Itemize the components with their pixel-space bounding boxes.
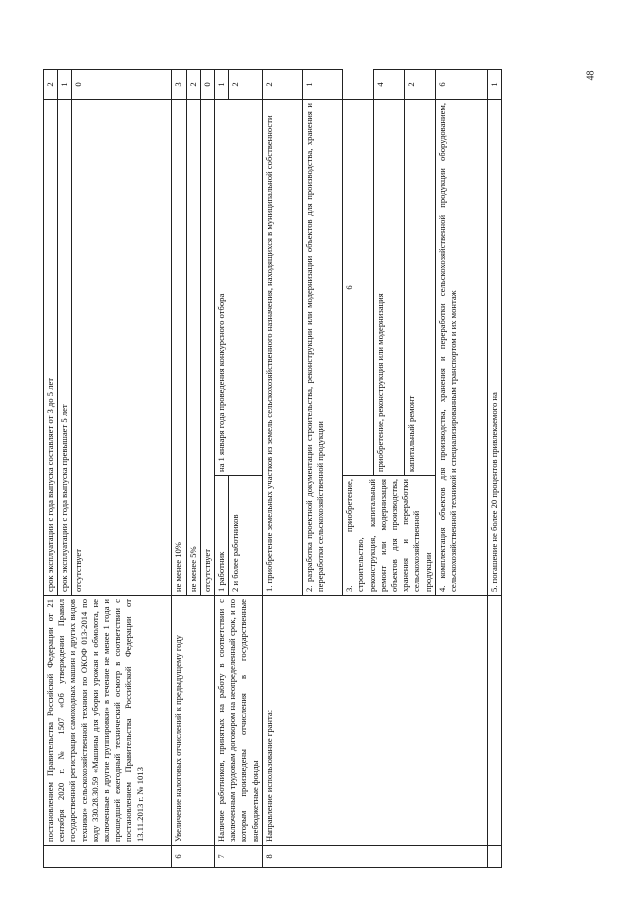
option-text: 4. комплектация объектов для производства, хранения и переработки сельскохозяйственной продукции оборудованием, сельскохозяйственной техникой и специализированным транспортом и их монтаж	[435, 100, 487, 596]
criterion-text: постановлением Правительства Российской Федерации от 21 сентября 2020 г. № 1507 «Об утверждении Правил государственной регистрации самоходных машин и других видов техники» сельскохозяйственной техники по ОКОФ 013-2014 по коду 330.28.30.59 «Машины для уборки урожая и обмолота, не включенные в другие группировки» в течение не менее 1 года и прошедшей ежегодный технический осмотр в соответствии с постановлением Правительства Российской Федерации от 13.11.2013 г. № 1013	[44, 596, 172, 846]
points-value: 2	[186, 70, 200, 100]
option-text: 1. приобретение земельных участков из земель сельскохозяйственного назначения, находящихся в муниципальной собственности	[263, 100, 303, 596]
option-text: срок эксплуатации с года выпуска превышает 5 лет	[58, 100, 72, 596]
table-row	[215, 70, 229, 868]
points-value: 0	[200, 70, 214, 100]
row-number: 8	[263, 846, 488, 868]
table-row	[172, 70, 186, 868]
criteria-table	[43, 69, 502, 868]
option-text: 2. разработка проектной документации строительства, реконструкции или модернизации объектов для производства, хранения и переработки сельскохозяйственной продукции	[303, 100, 343, 596]
points-value: 2	[229, 70, 263, 100]
option-text: отсутствует	[200, 100, 214, 596]
criterion-text	[487, 596, 501, 846]
table-row	[487, 70, 501, 868]
points-value: 1	[58, 70, 72, 100]
option-text: 1 работник	[215, 476, 229, 596]
option-text: 5. погашение не более 20 процентов привлекаемого на	[487, 100, 501, 596]
criterion-text: Наличие работников, принятых на работу в соответствии с заключенным трудовым договором на неопределенный срок, и по которым произведены отчисления в государственные внебюджетные фонды	[215, 596, 263, 846]
table-row	[44, 70, 58, 868]
points-value: 2	[44, 70, 58, 100]
points-value: 1	[487, 70, 501, 100]
points-value: 6	[435, 70, 487, 100]
points-value: 6	[343, 100, 374, 476]
option-text: 3. приобретение, строительство, реконструкция, капитальный ремонт или модернизация объектов для производства, хранения и переработки сельскохозяйственной продукции	[343, 476, 436, 596]
criterion-text: Увеличение налоговых отчислений к предыдущему году	[172, 596, 215, 846]
points-value: 2	[263, 70, 303, 100]
row-number	[44, 846, 172, 868]
points-value: 1	[303, 70, 343, 100]
points-value: 1	[215, 70, 229, 100]
row-number: 6	[172, 846, 215, 868]
points-value: 2	[404, 70, 435, 100]
option-text: не менее 5%	[186, 100, 200, 596]
option-text: срок эксплуатации с года выпуска составляет от 3 до 5 лет	[44, 100, 58, 596]
table-row	[263, 70, 303, 868]
points-value: 3	[172, 70, 186, 100]
page-number: 48	[585, 70, 597, 81]
points-value: 4	[374, 70, 405, 100]
criterion-text: Направление использование гранта:	[263, 596, 488, 846]
condition-text: на 1 января года проведения конкурсного отбора	[215, 100, 263, 476]
option-text: 2 и более работников	[229, 476, 263, 596]
sub-option-text: приобретение, реконструкция или модернизация	[374, 100, 405, 476]
row-number	[487, 846, 501, 868]
sub-option-text: капитальный ремонт	[404, 100, 435, 476]
row-number: 7	[215, 846, 263, 868]
option-text: не менее 10%	[172, 100, 186, 596]
option-text: отсутствует	[72, 100, 172, 596]
rotated-criteria-table	[43, 70, 533, 868]
points-value: 0	[72, 70, 172, 100]
